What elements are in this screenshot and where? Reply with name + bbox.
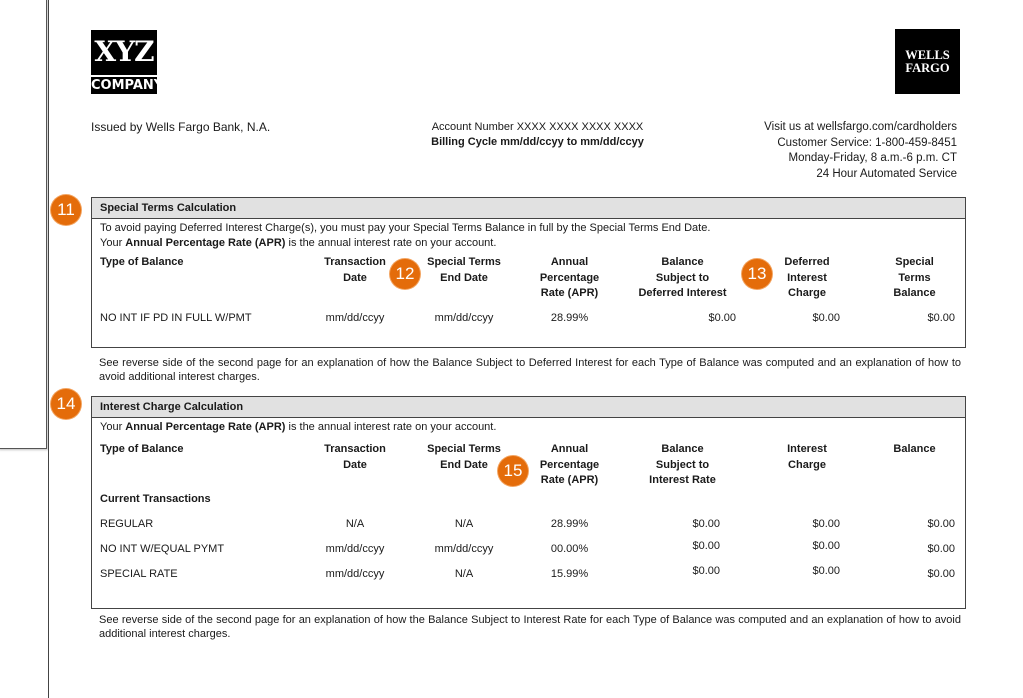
contact-info <box>700 120 957 182</box>
group-current-transactions: Current Transactions <box>100 493 211 505</box>
interest-charge-apr-note: Your Annual Percentage Rate (APR) is the annual interest rate on your account. <box>100 421 497 433</box>
contact-website: Visit us at wellsfargo.com/cardholders <box>764 121 957 133</box>
contact-hours: Monday-Friday, 8 a.m.-6 p.m. CT <box>788 152 957 164</box>
interest-charge-footnote: See reverse side of the second page for an explanation of how the Balance Subject to Interest Rate for each Type of Balance was computed and an explanation of how to avoid additional interest charges. <box>99 614 961 640</box>
billing-cycle: Billing Cycle mm/dd/ccyy to mm/dd/ccyy <box>431 136 644 148</box>
account-number: Account Number XXXX XXXX XXXX XXXX <box>431 121 644 133</box>
issued-by: Issued by Wells Fargo Bank, N.A. <box>91 120 271 134</box>
logo-company-text: COMPANY <box>91 75 157 94</box>
special-terms-apr-note: Your Annual Percentage Rate (APR) is the annual interest rate on your account. <box>100 237 497 249</box>
col-type-of-balance: Type of Balance <box>100 256 184 268</box>
col-deferred-interest-charge: Deferred Interest Charge <box>784 256 830 299</box>
interest-charge-table: Interest Charge Calculation Your Annual Percentage Rate (APR) is the annual interest rate on your account. Type of Balance Transaction Date Special Terms End Date Annual Percentage Rate (APR) Balance Subject to Interest Rate Interest Charge Balance Current Transactions REGULAR N/A N/A 28.99% $0.00 $0.00 $0.00 NO INT W/EQUAL PYMT mm/dd/ccyy mm/dd/ccyy 00.00% $0.00 $0.00 $0.00 SPECIAL RATE mm/dd/ccyy N/A 15.99% $0.00 $0.00 $0.00 <box>91 396 966 609</box>
account-info <box>400 120 675 150</box>
col-transaction-date: Transaction Date <box>324 256 386 284</box>
col-balance-subject-interest: Balance Subject to Interest Rate <box>649 443 716 486</box>
special-terms-title: Special Terms Calculation <box>92 198 965 219</box>
col-special-terms-end-date: Special Terms End Date <box>427 256 501 284</box>
wells-fargo-logo-text: WELLS FARGO <box>905 47 950 75</box>
contact-automated: 24 Hour Automated Service <box>816 167 957 180</box>
col-balance: Balance <box>893 443 936 455</box>
callout-marker-14: 14 <box>51 389 81 419</box>
col-apr: Annual Percentage Rate (APR) <box>539 443 600 486</box>
callout-marker-13: 13 <box>742 259 772 289</box>
col-type-of-balance: Type of Balance <box>100 443 184 455</box>
special-terms-intro: To avoid paying Deferred Interest Charge(s), you must pay your Special Terms Balance in full by the Special Terms End Date. <box>100 222 711 234</box>
col-balance-subject-deferred: Balance Subject to Deferred Interest <box>638 256 727 299</box>
callout-marker-12: 12 <box>390 259 420 289</box>
col-special-terms-end-date: Special Terms End Date <box>427 443 501 471</box>
callout-marker-15: 15 <box>498 456 528 486</box>
special-terms-table: Special Terms Calculation To avoid paying Deferred Interest Charge(s), you must pay your Special Terms Balance in full by the Special Terms End Date. Your Annual Percentage Rate (APR) is the annual interest rate on your account. Type of Balance Transaction Date Special Terms End Date Annual Percentage Rate (APR) Balance Subject to Deferred Interest Deferred Interest Charge Special Terms Balance NO INT IF PD IN FULL W/PMT mm/dd/ccyy mm/dd/ccyy 28.99% $0.00 $0.00 $0.00 <box>91 197 966 348</box>
col-apr: Annual Percentage Rate (APR) <box>539 256 600 299</box>
xyz-company-logo <box>91 30 164 94</box>
previous-page-edge <box>0 0 47 449</box>
contact-phone: Customer Service: 1-800-459-8451 <box>777 136 957 149</box>
col-special-terms-balance: Special Terms Balance <box>893 256 936 299</box>
col-transaction-date: Transaction Date <box>324 443 386 471</box>
interest-charge-title: Interest Charge Calculation <box>92 397 965 418</box>
wells-fargo-logo <box>895 29 960 94</box>
callout-marker-11: 11 <box>51 195 81 225</box>
special-terms-footnote: See reverse side of the second page for an explanation of how the Balance Subject to Deferred Interest for each Type of Balance was computed and an explanation of how to avoid additional interest charges. <box>99 357 961 383</box>
col-interest-charge: Interest Charge <box>787 443 827 471</box>
logo-letters: XYZ <box>94 35 154 68</box>
